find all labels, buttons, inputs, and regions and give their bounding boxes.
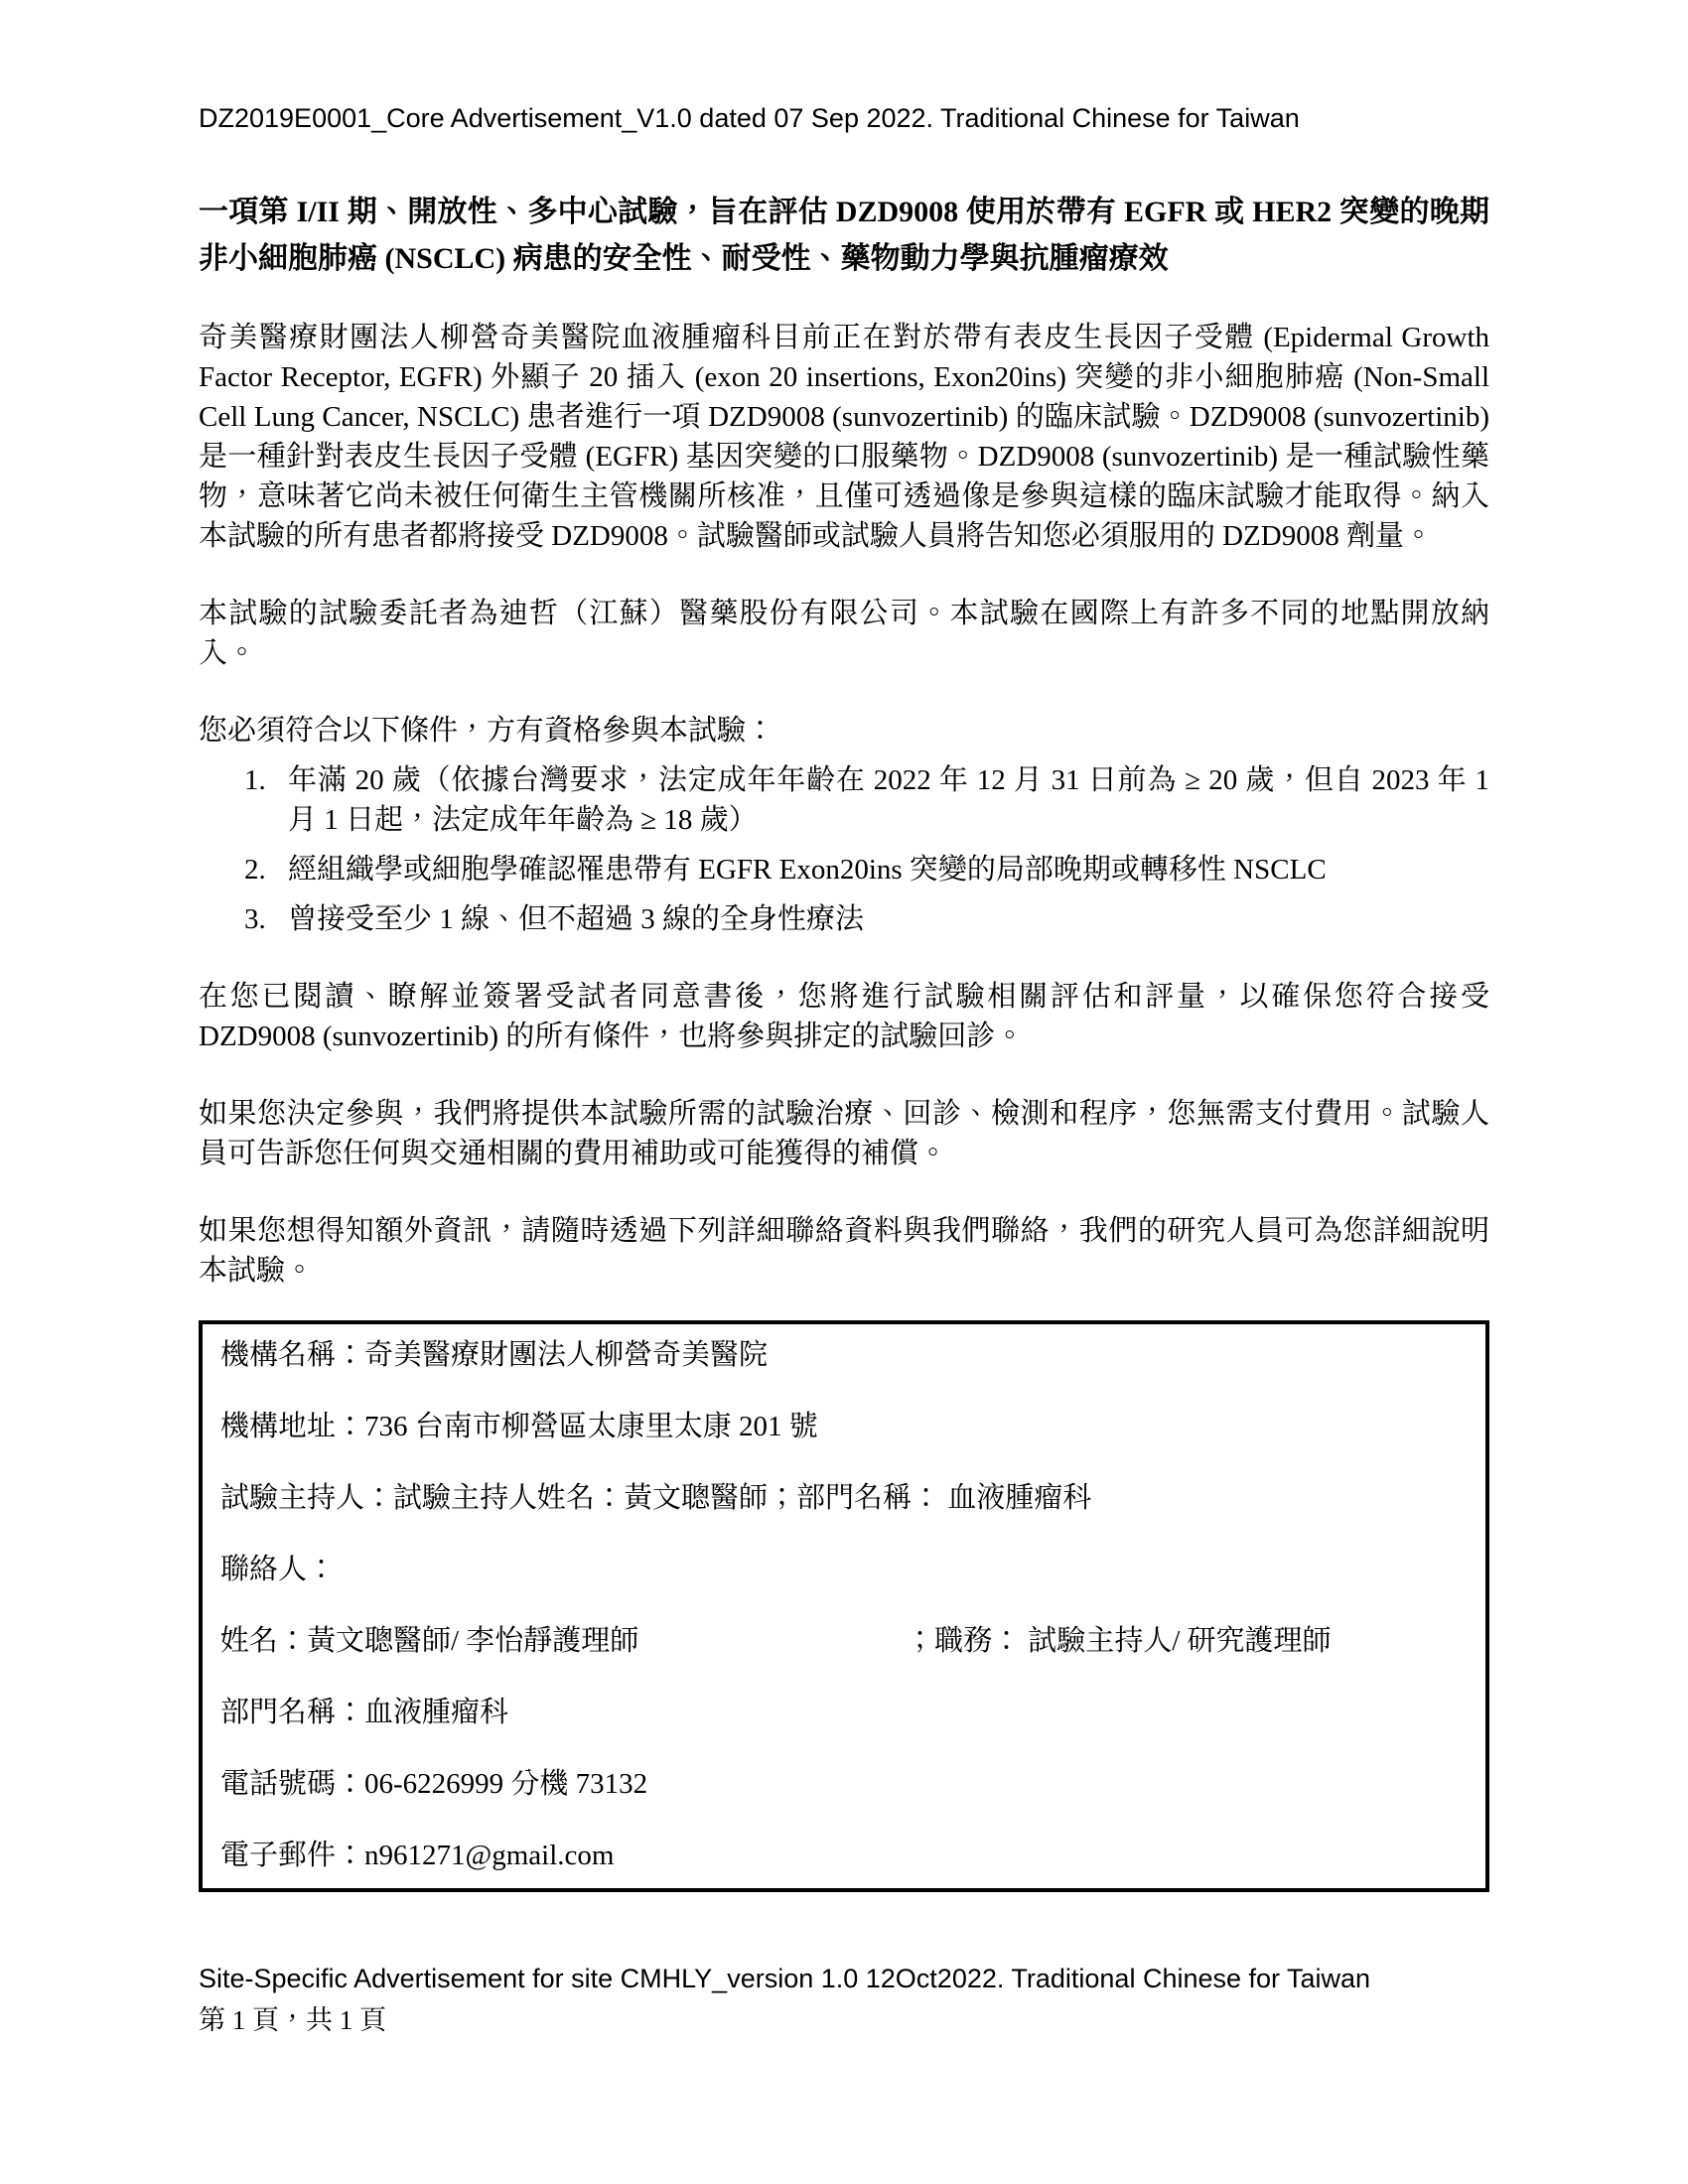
contact-person-label: 聯絡人：: [220, 1554, 337, 1585]
eligibility-item-1-text: 年滿 20 歲（依據台灣要求，法定成年年齡在 2022 年 12 月 31 日前為 ≥ 20 歲，但自 2023 年 1 月 1 日起，法定成年年齡為 ≥ 18 歲）: [288, 764, 1489, 836]
contact-box: [199, 1320, 1489, 1892]
study-title: 一項第 I/II 期、開放性、多中心試驗，旨在評估 DZD9008 使用於帶有 EGFR 或 HER2 突變的晚期非小細胞肺癌 (NSCLC) 病患的安全性、耐受性、藥物動力學與抗腫瘤療效: [199, 196, 1489, 275]
page-number: 第 1 頁，共 1 頁: [199, 2005, 386, 2035]
document-header: DZ2019E0001_Core Advertisement_V1.0 dated 07 Sep 2022. Traditional Chinese for Taiwan: [199, 103, 1300, 133]
contact-phone: 電話號碼：06-6226999 分機 73132: [220, 1768, 648, 1800]
eligibility-list: [199, 760, 1489, 939]
paragraph-study-description: 奇美醫療財團法人柳營奇美醫院血液腫瘤科目前正在對於帶有表皮生長因子受體 (Epidermal Growth Factor Receptor, EGFR) 外顯子 20 插入 (exon 20 insertions, Exon20ins) 突變的非小細胞肺癌 (Non-Small Cell Lung Cancer, NSCLC) 患者進行一項 DZD9008 (sunvozertinib) 的臨床試驗。DZD9008 (sunvozertinib) 是一種針對表皮生長因子受體 (EGFR) 基因突變的口服藥物。DZD9008 (sunvozertinib) 是一種試驗性藥物，意味著它尚未被任何衛生主管機關所核准，且僅可透過像是參與這樣的臨床試驗才能取得。納入本試驗的所有患者都將接受 DZD9008。試驗醫師或試驗人員將告知您必須服用的 DZD9008 劑量。: [199, 322, 1489, 552]
eligibility-item-3-number: 3.: [244, 903, 266, 935]
contact-principal-investigator: 試驗主持人：試驗主持人姓名：黃文聰醫師；部門名稱： 血液腫瘤科: [220, 1482, 1092, 1514]
paragraph-consent: 在您已閱讀、瞭解並簽署受試者同意書後，您將進行試驗相關評估和評量，以確保您符合接受 DZD9008 (sunvozertinib) 的所有條件，也將參與排定的試驗回診。: [199, 981, 1489, 1052]
contact-institution-address: 機構地址：736 台南市柳營區太康里太康 201 號: [220, 1411, 818, 1442]
eligibility-item-1: [199, 760, 1489, 840]
contact-email: 電子郵件：n961271@gmail.com: [220, 1840, 615, 1871]
footer-site-version-line: Site-Specific Advertisement for site CMHLY_version 1.0 12Oct2022. Traditional Chinese for Taiwan: [199, 1964, 1371, 1993]
contact-name-and-role-row: [220, 1626, 1466, 1656]
document-footer: [199, 1962, 1489, 2037]
paragraph-eligibility-intro: 您必須符合以下條件，方有資格參與本試驗：: [199, 715, 775, 747]
paragraph-sponsor: 本試驗的試驗委託者為迪哲（江蘇）醫藥股份有限公司。本試驗在國際上有許多不同的地點開放納入。: [199, 598, 1489, 669]
contact-department: 部門名稱：血液腫瘤科: [220, 1697, 509, 1728]
contact-roles: ；職務： 試驗主持人/ 研究護理師: [906, 1625, 1332, 1657]
contact-names: 姓名：黃文聰醫師/ 李怡靜護理師: [220, 1625, 639, 1657]
eligibility-item-2-text: 經組織學或細胞學確認罹患帶有 EGFR Exon20ins 突變的局部晚期或轉移性 NSCLC: [288, 854, 1327, 886]
eligibility-item-3: [199, 899, 1489, 939]
eligibility-item-3-text: 曾接受至少 1 線、但不超過 3 線的全身性療法: [288, 903, 865, 935]
eligibility-item-1-number: 1.: [244, 764, 266, 796]
eligibility-item-2-number: 2.: [244, 854, 266, 886]
paragraph-more-info: 如果您想得知額外資訊，請隨時透過下列詳細聯絡資料與我們聯絡，我們的研究人員可為您詳細說明本試驗。: [199, 1215, 1489, 1287]
contact-institution-name: 機構名稱：奇美醫療財團法人柳營奇美醫院: [220, 1339, 769, 1371]
paragraph-costs: 如果您決定參與，我們將提供本試驗所需的試驗治療、回診、檢測和程序，您無需支付費用。試驗人員可告訴您任何與交通相關的費用補助或可能獲得的補償。: [199, 1098, 1489, 1169]
eligibility-item-2: [199, 850, 1489, 889]
